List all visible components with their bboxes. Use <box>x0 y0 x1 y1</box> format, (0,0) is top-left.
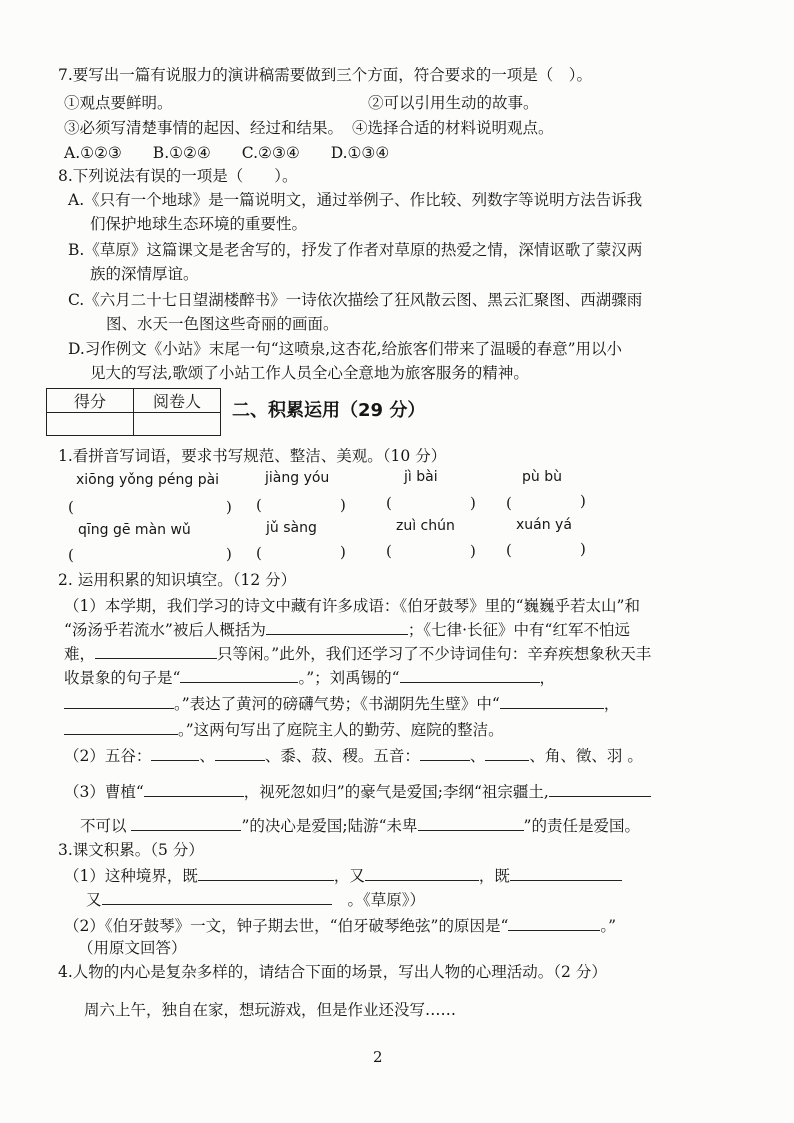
score-cell[interactable] <box>47 413 134 436</box>
s2-stem: 2. 运用积累的知识填空。（12 分） <box>58 571 297 589</box>
pinyin-8: xuán yá <box>516 517 572 533</box>
blank-ligang-1[interactable] <box>549 780 651 797</box>
q8-option-d-line2: 见大的写法,歌颂了小站工作人员全心全意地为旅客服务的精神。 <box>90 364 529 382</box>
s3-line2-text1: 又 <box>86 891 102 909</box>
blank-caoyuan-1[interactable] <box>198 864 334 881</box>
q8-option-c-line2: 图、水天一色图这些奇丽的画面。 <box>106 315 339 333</box>
answer-box-7-right: ) <box>470 542 476 560</box>
s3-line3-text2: 。” <box>600 917 617 935</box>
s2-p2-line <box>64 744 643 766</box>
s2-p3-text1: （3）曹植“ <box>64 783 144 801</box>
blank-boya[interactable] <box>508 914 600 931</box>
q8-option-a-line1: A.《只有一个地球》是一篇说明文，通过举例子、作比较、列数字等说明方法告诉我 <box>68 191 643 209</box>
s3-line2-text2: 。《草原》） <box>347 891 426 909</box>
s3-line3 <box>64 914 616 936</box>
q8-option-d-line1: D.习作例文《小站》末尾一句“这喷泉,这杏花,给旅客们带来了温暖的春意”用以小 <box>68 340 623 358</box>
s2-p3-text2: ，视死忽如归”的豪气是爱国;李纲“祖宗疆土, <box>243 783 549 801</box>
s2-p2-text5: 、角、徵、羽 。 <box>529 747 643 765</box>
q8-option-b-line2: 族的深情厚谊。 <box>90 265 199 283</box>
s2-p3-text4: ”的决心是爱国;陆游“未卑 <box>241 817 418 835</box>
s3-line4: （用原文回答） <box>78 939 187 957</box>
s3-line3-text1: （2）《伯牙鼓琴》一文，钟子期去世，“伯牙破琴绝弦”的原因是“ <box>64 917 509 935</box>
q7-option-2: ②可以引用生动的故事。 <box>368 94 539 112</box>
q8-option-c-line1: C.《六月二十七日望湖楼醉书》一诗依次描绘了狂风散云图、黑云汇聚图、西湖骤雨 <box>68 291 643 309</box>
blank-changzheng[interactable] <box>95 642 217 659</box>
s2-p1-line3-text1: 难， <box>64 645 96 663</box>
q7-stem: 7.要写出一篇有说服力的演讲稿需要做到三个方面，符合要求的一项是（ ）。 <box>58 66 593 84</box>
answer-box-8-right: ) <box>580 540 586 558</box>
answer-box-4-left[interactable]: ( <box>506 494 512 512</box>
s2-p1-line4-text3: ， <box>539 669 556 687</box>
answer-box-3-right: ) <box>470 494 476 512</box>
blank-luyou[interactable] <box>418 814 524 831</box>
q7-choices: A.①②③ B.①②④ C.②③④ D.①③④ <box>64 144 390 162</box>
s2-p1-line2 <box>64 618 630 640</box>
section-title: 二、积累运用（29 分） <box>232 400 426 421</box>
answer-box-7-left[interactable]: ( <box>386 542 392 560</box>
s2-p3-text3: 不可以 <box>80 817 127 835</box>
q7-option-3: ③必须写清楚事情的起因、经过和结果。 <box>64 119 344 137</box>
answer-box-2-right: ) <box>340 496 346 514</box>
s4-stem: 4.人物的内心是复杂多样的，请结合下面的场景，写出人物的心理活动。（2 分） <box>58 963 607 981</box>
s2-p2-text2: 、 <box>199 747 215 765</box>
answer-box-8-left[interactable]: ( <box>506 541 512 559</box>
s2-p1-line4-text1: 收景象的句子是“ <box>64 669 181 687</box>
s3-line2 <box>86 888 425 910</box>
s2-p1-line5-text1: 。”表达了黄河的磅礴气势；《书湖阴先生壁》中“ <box>174 695 500 713</box>
blank-wugu-1[interactable] <box>151 744 199 761</box>
blank-liuyuxi-1[interactable] <box>400 666 540 683</box>
s3-line1-text3: ，既 <box>478 867 510 885</box>
answer-box-5-left[interactable]: ( <box>68 546 74 564</box>
s2-p1-line2-text1: “汤汤乎若流水”被后人概括为 <box>64 621 266 639</box>
s2-p1-line5-text2: ， <box>603 695 620 713</box>
blank-shuhu-2[interactable] <box>64 718 178 735</box>
pinyin-3: jì bài <box>404 469 438 485</box>
answer-box-1-left[interactable]: ( <box>68 498 74 516</box>
blank-liuyuxi-2[interactable] <box>64 692 174 709</box>
s3-stem: 3.课文积累。（5 分） <box>58 841 204 859</box>
s3-line1 <box>64 864 622 886</box>
s2-p1-line6 <box>64 718 504 740</box>
s2-p1-line1: （1）本学期，我们学习的诗文中藏有许多成语：《伯牙鼓琴》里的“巍巍乎若太山”和 <box>64 597 640 615</box>
q8-stem: 8.下列说法有误的一项是（ ）。 <box>58 167 298 185</box>
blank-wugu-2[interactable] <box>215 744 265 761</box>
s2-p3-text5: ”的责任是爱国。 <box>523 817 640 835</box>
s2-p1-line6-text: 。”这两句写出了庭院主人的勤劳、庭院的整洁。 <box>178 721 504 739</box>
pinyin-1: xiōng yǒng péng pài <box>76 472 220 488</box>
s2-p3-line2 <box>80 814 640 836</box>
blank-caoyuan-4[interactable] <box>102 888 332 905</box>
blank-xinqiji[interactable] <box>180 666 298 683</box>
s2-p2-text4: 、 <box>469 747 486 765</box>
grader-cell[interactable] <box>134 413 221 436</box>
answer-box-5-right: ) <box>226 545 232 563</box>
answer-box-3-left[interactable]: ( <box>386 494 392 512</box>
s4-scene: 周六上午，独自在家，想玩游戏，但是作业还没写…… <box>84 1001 457 1019</box>
blank-wuyin-1[interactable] <box>420 744 470 761</box>
pinyin-5: qīng gē màn wǔ <box>78 522 191 538</box>
s3-line1-text1: （1）这种境界，既 <box>64 867 198 885</box>
pinyin-2: jiàng yóu <box>265 470 330 486</box>
answer-box-2-left[interactable]: ( <box>256 496 262 514</box>
s2-p3-line1 <box>64 780 651 802</box>
s2-p1-line3-text2: 只等闲。”此外，我们还学习了不少诗词佳句：辛弃疾想象秋天丰 <box>217 645 652 663</box>
s1-stem: 1.看拼音写词语，要求书写规范、整洁、美观。（10 分） <box>58 447 447 465</box>
s2-p2-text3: 、黍、菽、稷。五音： <box>264 747 420 765</box>
s2-p1-line4-text2: 。”；刘禹锡的“ <box>298 669 400 687</box>
score-header: 得分 <box>47 389 134 413</box>
q7-option-4: ④选择合适的材料说明观点。 <box>352 119 554 137</box>
s2-p1-line4 <box>64 666 555 688</box>
blank-idiom[interactable] <box>266 618 408 635</box>
blank-caozhi[interactable] <box>144 780 244 797</box>
answer-box-4-right: ) <box>580 492 586 510</box>
s2-p1-line2-text2: ；《七律·长征》中有“红军不怕远 <box>407 621 630 639</box>
pinyin-4: pù bù <box>522 469 562 485</box>
blank-caoyuan-2[interactable] <box>365 864 479 881</box>
s3-line1-text2: ，又 <box>333 867 365 885</box>
q8-option-b-line1: B.《草原》这篇课文是老舍写的，抒发了作者对草原的热爱之情，深情讴歌了蒙汉两 <box>68 241 643 259</box>
s2-p1-line3 <box>64 642 651 664</box>
pinyin-6: jǔ sàng <box>266 520 317 536</box>
blank-wuyin-2[interactable] <box>485 744 529 761</box>
q8-option-a-line2: 们保护地球生态环境的重要性。 <box>90 215 308 233</box>
q7-option-1: ①观点要鲜明。 <box>64 94 173 112</box>
page-number: 2 <box>373 1048 383 1066</box>
answer-box-6-right: ) <box>340 543 346 561</box>
pinyin-7: zuì chún <box>396 518 455 534</box>
blank-ligang-2[interactable] <box>131 814 241 831</box>
s2-p1-line5 <box>64 692 619 714</box>
answer-box-6-left[interactable]: ( <box>256 544 262 562</box>
answer-box-1-right: ) <box>226 498 232 516</box>
s2-p2-text1: （2）五谷： <box>64 747 152 765</box>
grader-header: 阅卷人 <box>134 389 221 413</box>
score-table <box>46 388 221 436</box>
blank-caoyuan-3[interactable] <box>510 864 622 881</box>
blank-shuhu-1[interactable] <box>500 692 604 709</box>
